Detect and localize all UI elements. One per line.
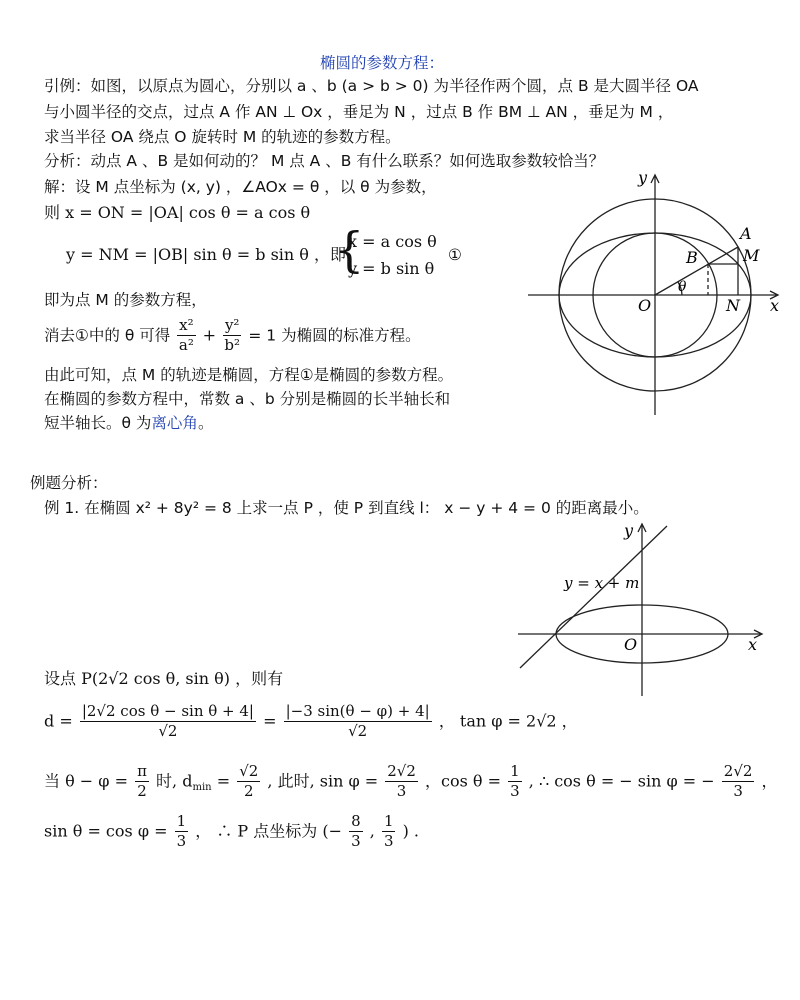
one-third-1: $\frac{1}{3}$ [176,812,187,850]
page-title: 椭圆的参数方程： [320,54,445,72]
example-1-question: 例 1. 在椭圆 x² + 8y² = 8 上求一点 P ，使 P 到直线 l： x − y + 4 = 0 的距离最小。 [44,499,649,517]
fig1-y-label: y [638,168,648,187]
system-brace: { [334,222,365,278]
pi-over-2: $\frac{\pi}{2}$ [137,762,147,800]
fig2-origin-label: O [624,635,638,654]
fraction-y2-b2: $\frac{\text{y²}}{\text{b²}}$ [224,316,240,354]
examples-header: 例题分析： [30,474,108,492]
point-M-label: M [743,246,760,265]
solution-line: 解：设 M 点坐标为 (x, y) ，∠AOx = θ ，以 θ 为参数， [44,178,437,196]
fraction-x2-a2: $\frac{\text{x²}}{\text{a²}}$ [178,316,194,354]
origin-label: O [638,296,652,315]
neg-cos-theta-value: $\frac{2√2}{3}$ [723,762,753,800]
system-eq-x: x = a cos θ [348,232,437,251]
fig2-x-label: x [748,635,758,654]
equation-number: ① [448,246,462,264]
distance-fraction-1: $\frac{\text{|2√2 cos θ − sin θ + 4|}}{√2}$ [81,702,254,740]
x-equation: 则 x = ON = |OA| cos θ = a cos θ [44,203,311,222]
intro-line-1: 引例：如图，以原点为圆心，分别以 a 、b (a > b > 0) 为半径作两个圆，点 B 是大圆半径 OA [44,77,699,95]
ellipse-tangent-figure [512,518,772,698]
sin-phi-value: $\frac{2√2}{3}$ [387,762,416,800]
ellipse-construction-figure [520,165,790,420]
conclusion-line-1: 由此可知，点 M 的轨迹是椭圆，方程①是椭圆的参数方程。 [44,366,454,384]
sqrt2-over-2: $\frac{√2}{2}$ [239,762,259,800]
distance-fraction-2: $\frac{|-3 \sin(\theta - \varphi) + 4|}{√2}$ [285,702,430,740]
minimum-line: 当 θ − φ = $\frac{\pi}{2}$ 时, $d_{min}$ = $\frac{√2}{2}$ , 此时, sin φ = $\frac{2√2}{3}$ ，cos θ = $\frac{1}{3}$ , ∴ cos θ = − sin φ = − $\frac{2√2}{3}$ ， [44,762,778,800]
fig1-x-label: x [770,296,780,315]
cos-theta-value: $\frac{1}{3}$ [510,762,520,800]
analysis-line: 分析：动点 A 、B 是如何动的？ M 点 A 、B 有什么联系？如何选取参数较恰当？ [44,152,605,170]
system-eq-y: y = b sin θ [348,259,435,278]
conclusion-line-2: 在椭圆的参数方程中，常数 a 、b 分别是椭圆的长半轴长和 [44,390,451,408]
tan-phi-text: ， tan φ = 2√2 ， [438,711,578,731]
standard-eq-line: 消去①中的 θ 可得 $\frac{\text{x²}}{\text{a²}}$ + $\frac{\text{y²}}{\text{b²}}$ = 1 为椭圆的标准方程。 [44,316,421,354]
result-line: sin θ = cos φ = $\frac{1}{3}$ ， ∴ P 点坐标为 (− $\frac{8}{3}$ , $\frac{1}{3}$ ) . [44,812,419,850]
tangent-line [520,526,667,668]
point-N-label: N [726,296,740,315]
eight-thirds: $\frac{8}{3}$ [351,812,361,850]
conclusion-line-3: 短半轴长。θ 为离心角。 [44,414,214,432]
y-equation: y = NM = |OB| sin θ = b sin θ ，即 [66,245,347,264]
fig2-y-label: y [624,521,634,540]
eliminate-text: 消去①中的 θ 可得 [44,326,171,345]
standard-eq-text: = 1 为椭圆的标准方程。 [248,326,421,345]
one-third-2: $\frac{1}{3}$ [383,812,394,850]
theta-label: θ [678,279,687,295]
eccentric-angle-term: 离心角 [151,414,198,432]
intro-line-2: 与小圆半径的交点，过点 A 作 AN ⊥ Ox ，垂足为 N ，过点 B 作 BM ⊥ AN ，垂足为 M ， [44,103,674,121]
point-A-label: A [740,224,752,243]
distance-line: d = $\frac{\text{|2√2 cos θ − sin θ + 4|}}{√2}$ = $\frac{|-3 \sin(\theta - \varphi) + 4|}{√2}$ ， tan φ = 2√2 ， [44,702,578,740]
point-B-label: B [686,248,698,267]
param-eq-note: 即为点 M 的参数方程， [44,291,207,309]
set-point-line: 设点 P(2√2 cos θ, sin θ) ，则有 [44,669,284,688]
intro-line-3: 求当半径 OA 绕点 O 旋转时 M 的轨迹的参数方程。 [44,128,401,146]
line-equation-label: y = x + m [564,574,640,592]
